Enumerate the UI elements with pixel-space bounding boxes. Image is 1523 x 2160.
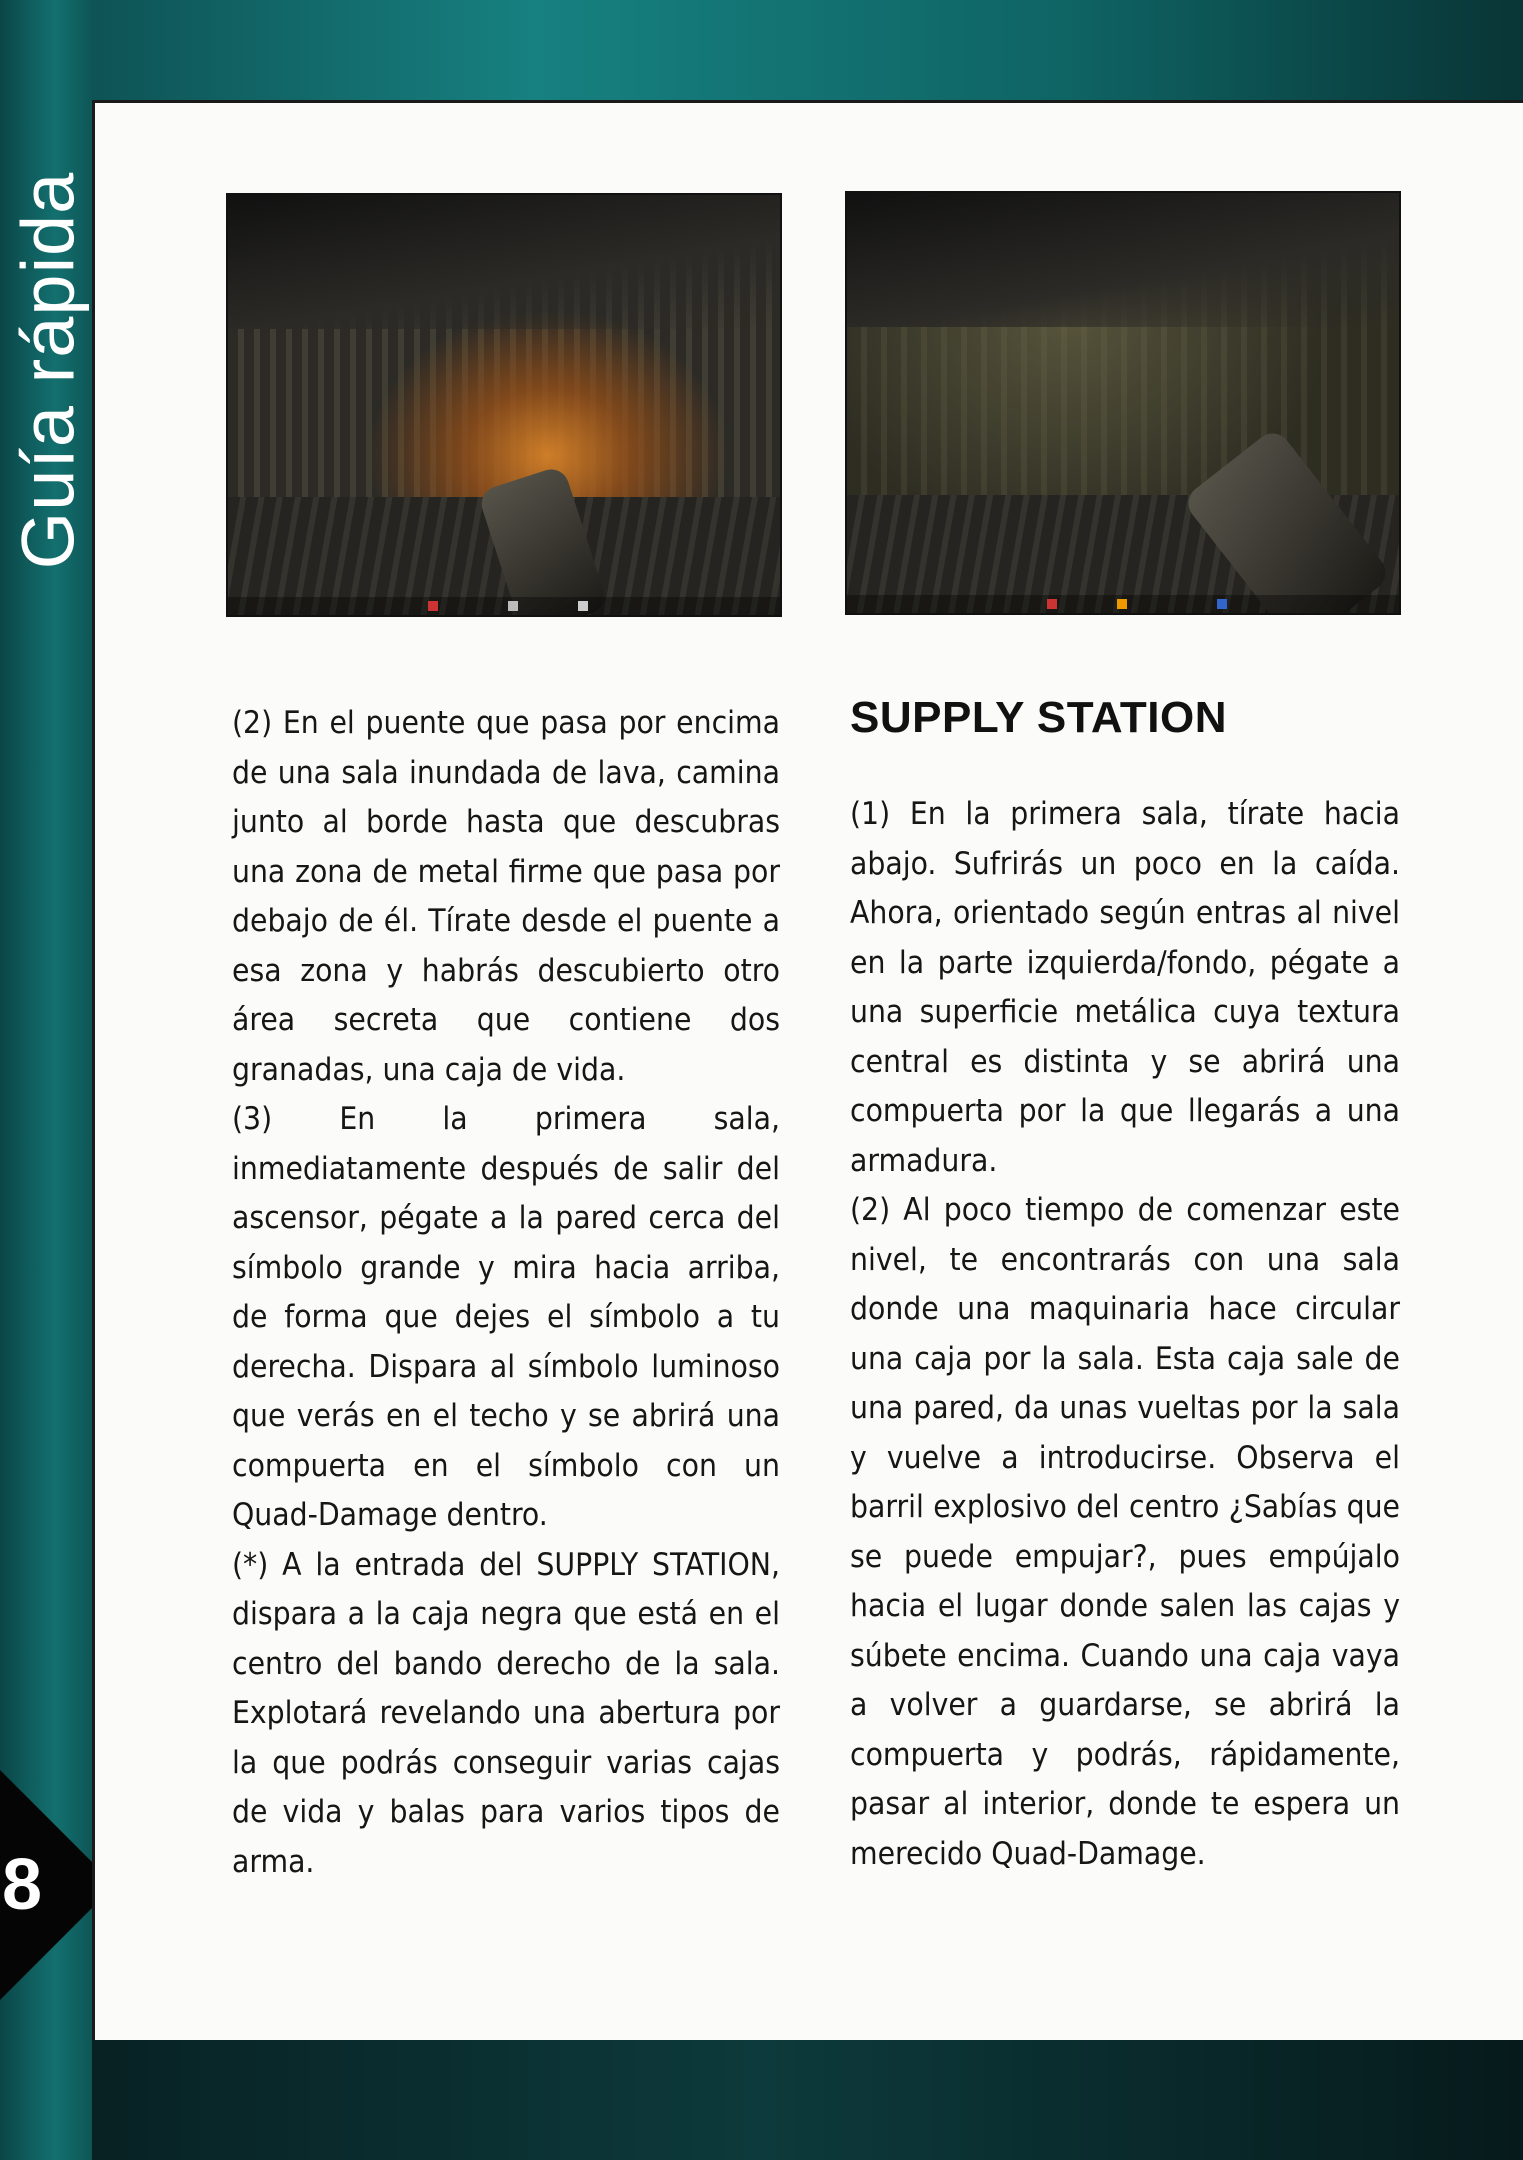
hud-ammo-icon [508, 601, 518, 611]
bottom-background-band [0, 2040, 1523, 2160]
right-paragraph-1: (1) En la primera sala, tírate hacia abajo. Sufrirás un poco en la caída. Ahora, orientado según entras al nivel en la parte izquierda/fondo, pégate a una superficie metálica cuya textura central es distinta y se abrirá una compuerta por la que llegarás a una armadura. [850, 796, 1400, 1179]
screenshot-ceiling [228, 195, 780, 329]
game-hud [228, 597, 780, 615]
hud-armor-icon [1217, 599, 1227, 609]
left-paragraph-3: (3) En la primera sala, inmediatamente después de salir del ascensor, pégate a la pared cerca del símbolo grande y mira hacia arriba, de forma que dejes el símbolo a tu derecha. Dispara al símbolo luminoso que verás en el techo y se abrirá una compuerta en el símbolo con un Quad-Damage dentro. [232, 1101, 780, 1533]
page-number: 8 [2, 1845, 43, 1925]
section-title-supply-station: SUPPLY STATION [850, 693, 1228, 742]
left-column [232, 699, 780, 1887]
hud-ammo-icon [1117, 599, 1127, 609]
right-column [850, 790, 1400, 1879]
sidebar-title-text: Guía rápida [6, 171, 90, 569]
top-background-band [0, 0, 1523, 100]
game-hud [847, 595, 1399, 613]
sidebar-title [8, 100, 88, 640]
screenshot-lava-bridge [226, 193, 782, 617]
screenshot-supply-station [845, 191, 1401, 615]
hud-health-icon [428, 601, 438, 611]
hud-armor-icon [578, 601, 588, 611]
right-paragraph-2: (2) Al poco tiempo de comenzar este nivel, te encontrarás con una sala donde una maquinaria hace circular una caja por la sala. Esta caja sale de una pared, da unas vueltas por la sala y vuelve a introducirse. Observa el barril explosivo del centro ¿Sabías que se puede empujar?, pues empújalo hacia el lugar donde salen las cajas y súbete encima. Cuando una caja vaya a volver a guardarse, se abrirá la compuerta y podrás, rápidamente, pasar al interior, donde te espera un merecido Quad-Damage. [850, 1192, 1400, 1872]
left-paragraph-2: (2) En el puente que pasa por encima de una sala inundada de lava, camina junto al borde hasta que descubras una zona de metal firme que pasa por debajo de él. Tírate desde el puente a esa zona y habrás descubierto otro área secreta que contiene dos granadas, una caja de vida. [232, 705, 780, 1088]
hud-health-icon [1047, 599, 1057, 609]
screenshot-ceiling [847, 193, 1399, 327]
left-paragraph-note: (*) A la entrada del SUPPLY STATION, dispara a la caja negra que está en el centro del bando derecho de la sala. Explotará revelando una abertura por la que podrás conseguir varias cajas de vida y balas para varios tipos de arma. [232, 1546, 780, 1880]
